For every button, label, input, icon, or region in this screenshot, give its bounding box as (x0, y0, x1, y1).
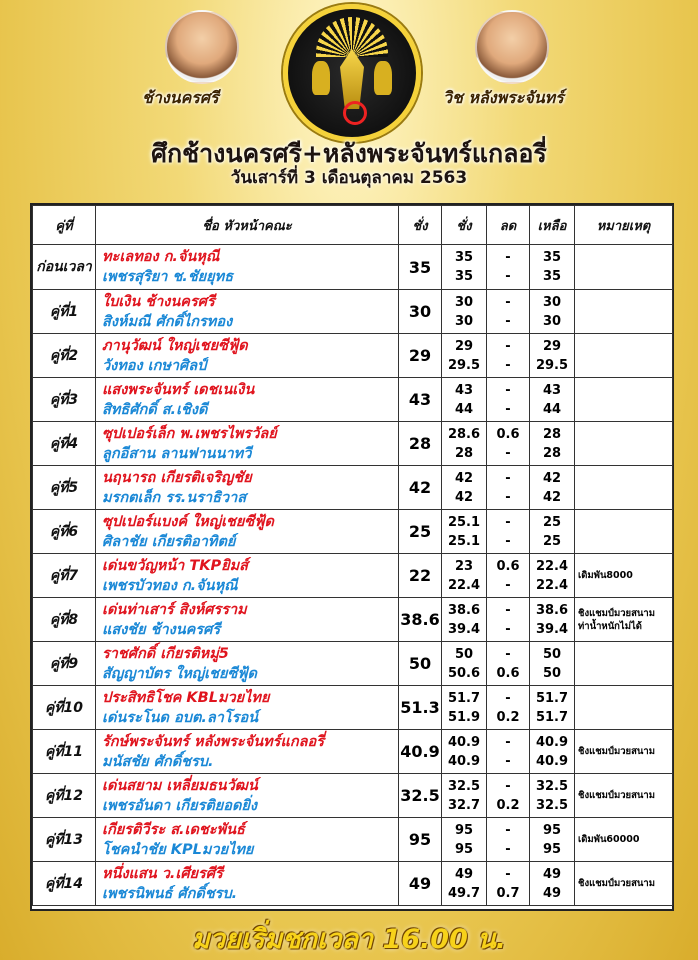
remain-blue: 32.5 (535, 797, 569, 813)
remain-red: 51.7 (535, 690, 569, 706)
remain-red: 28 (542, 426, 562, 442)
col-weighed: ชั่ง (442, 206, 487, 245)
note-cell: เดิมพัน8000 (575, 554, 673, 598)
remain-red: 95 (542, 822, 562, 838)
red-corner-fighter: ภานุวัฒน์ ใหญ่เชยซีฟู้ด (102, 337, 248, 354)
remain-cell (530, 466, 575, 510)
table-row (33, 510, 673, 554)
blue-corner-fighter: เพชรอันดา เกียรติยอดยิ่ง (102, 797, 258, 814)
fight-card-board (30, 203, 674, 911)
event-title: ศึกช้างนครศรี+หลังพระจันทร์แกลอรี่ (151, 139, 547, 168)
pair-label: คู่ที่1 (33, 290, 96, 334)
reduce-red: - (505, 602, 511, 618)
fighters-cell (96, 818, 399, 862)
weighed-blue: 42 (454, 489, 474, 505)
blue-corner-fighter: มรกตเล็ก รร.นราธิวาส (102, 489, 247, 506)
blue-corner-fighter: ลูกอีสาน ลานฟานนาทวี (102, 445, 252, 462)
agreed-weight: 43 (399, 378, 442, 422)
remain-cell (530, 774, 575, 818)
table-row (33, 818, 673, 862)
reduce-red: - (505, 866, 511, 882)
agreed-weight: 50 (399, 642, 442, 686)
remain-red: 35 (542, 250, 562, 265)
red-corner-fighter: ซุปเปอร์แบงค์ ใหญ่เชยซีฟู้ด (102, 513, 274, 530)
reduce-cell (487, 774, 530, 818)
remain-blue: 22.4 (535, 577, 569, 593)
fighters-cell (96, 730, 399, 774)
agreed-weight: 28 (399, 422, 442, 466)
remain-cell (530, 378, 575, 422)
weighed-red: 40.9 (447, 734, 481, 750)
weighed-blue: 22.4 (447, 577, 481, 593)
reduce-cell (487, 686, 530, 730)
agreed-weight: 35 (399, 245, 442, 290)
agreed-weight: 30 (399, 290, 442, 334)
red-corner-fighter: ประสิทธิโชค KBLมวยไทย (102, 689, 270, 706)
remain-red: 43 (542, 382, 562, 398)
reduce-blue: 0.7 (496, 885, 520, 901)
note-cell: ชิงแชมป์มวยสนาม (575, 730, 673, 774)
table-row (33, 686, 673, 730)
reduce-cell (487, 466, 530, 510)
weighed-red: 43 (454, 382, 474, 398)
weighed-cell (442, 378, 487, 422)
blue-corner-fighter: เพชรสุริยา ช.ชัยยุทธ (102, 269, 234, 285)
reduce-blue: - (505, 533, 511, 549)
right-person-name: วิช หลังพระจันทร์ (443, 88, 564, 107)
start-time-banner: มวยเริ่มชกเวลา 16.00 น. (192, 924, 506, 955)
weighed-red: 32.5 (447, 778, 481, 794)
fighters-cell (96, 554, 399, 598)
weighed-red: 23 (454, 558, 474, 574)
remain-blue: 50 (542, 665, 562, 681)
weighed-red: 49 (454, 866, 474, 882)
weighed-red: 95 (454, 822, 474, 838)
weighed-blue: 25.1 (447, 533, 481, 549)
weighed-blue: 95 (454, 841, 474, 857)
weighed-red: 38.6 (447, 602, 481, 618)
note-cell (575, 422, 673, 466)
fighters-cell (96, 598, 399, 642)
reduce-red: 0.6 (496, 426, 520, 442)
remain-blue: 35 (542, 269, 562, 284)
remain-red: 29 (542, 338, 562, 354)
weighed-red: 30 (454, 294, 474, 310)
weighed-cell (442, 730, 487, 774)
fighters-cell (96, 642, 399, 686)
remain-red: 25 (542, 514, 562, 530)
weighed-blue: 29.5 (447, 357, 481, 373)
blue-corner-fighter: โชคนำชัย KPLมวยไทย (102, 841, 254, 858)
blue-corner-fighter: สิทธิศักดิ์ ส.เชิงดี (102, 401, 208, 418)
weighed-cell (442, 554, 487, 598)
remain-cell (530, 730, 575, 774)
fighters-cell (96, 510, 399, 554)
fight-card-table (32, 205, 673, 906)
fight-rows (33, 245, 673, 906)
stadium-logo (283, 4, 421, 142)
reduce-red: 0.6 (496, 558, 520, 574)
reduce-blue: - (505, 577, 511, 593)
weighed-cell (442, 290, 487, 334)
reduce-cell (487, 642, 530, 686)
weighed-red: 50 (454, 646, 474, 662)
remain-red: 38.6 (535, 602, 569, 618)
agreed-weight: 42 (399, 466, 442, 510)
reduce-red: - (505, 690, 511, 706)
reduce-blue: - (505, 445, 511, 461)
col-weight: ชั่ง (399, 206, 442, 245)
remain-cell (530, 598, 575, 642)
reduce-blue: - (505, 621, 511, 637)
fighters-cell (96, 245, 399, 290)
remain-cell (530, 818, 575, 862)
left-person-name: ช้างนครศรี (142, 88, 219, 107)
red-corner-fighter: เกียรติวีระ ส.เดชะพันธ์ (102, 821, 245, 838)
reduce-red: - (505, 382, 511, 398)
remain-red: 42 (542, 470, 562, 486)
red-corner-fighter: เด่นขวัญหน้า TKPยิมส์ (102, 557, 249, 574)
reduce-cell (487, 290, 530, 334)
reduce-red: - (505, 646, 511, 662)
reduce-blue: - (505, 269, 511, 284)
table-row (33, 554, 673, 598)
logo-crown-icon (340, 49, 364, 109)
weighed-cell (442, 774, 487, 818)
agreed-weight: 25 (399, 510, 442, 554)
fighters-cell (96, 334, 399, 378)
remain-blue: 95 (542, 841, 562, 857)
fighters-cell (96, 422, 399, 466)
weighed-cell (442, 334, 487, 378)
note-cell (575, 334, 673, 378)
logo-fighter-right-icon (374, 61, 392, 95)
agreed-weight: 29 (399, 334, 442, 378)
blue-corner-fighter: สัญญาบัตร ใหญ่เชยซีฟู้ด (102, 665, 257, 682)
remain-cell (530, 334, 575, 378)
pair-label: คู่ที่2 (33, 334, 96, 378)
table-row (33, 422, 673, 466)
reduce-blue: - (505, 841, 511, 857)
table-row (33, 290, 673, 334)
fighters-cell (96, 686, 399, 730)
remain-cell (530, 245, 575, 290)
reduce-cell (487, 818, 530, 862)
weighed-cell (442, 642, 487, 686)
fighters-cell (96, 466, 399, 510)
pair-label: คู่ที่4 (33, 422, 96, 466)
left-person-photo (165, 10, 239, 84)
red-corner-fighter: ราชศักดิ์ เกียรติหมู่5 (102, 645, 229, 662)
reduce-red: - (505, 338, 511, 354)
weighed-red: 25.1 (447, 514, 481, 530)
pair-label: คู่ที่3 (33, 378, 96, 422)
reduce-cell (487, 510, 530, 554)
pair-label: คู่ที่7 (33, 554, 96, 598)
blue-corner-fighter: มนัสชัย ศักดิ์ชรบ. (102, 753, 214, 770)
weighed-cell (442, 245, 487, 290)
weighed-blue: 44 (454, 401, 474, 417)
pair-label: คู่ที่6 (33, 510, 96, 554)
red-corner-fighter: รักษ์พระจันทร์ หลังพระจันทร์แกลอรี่ (102, 733, 324, 750)
remain-blue: 25 (542, 533, 562, 549)
remain-cell (530, 862, 575, 906)
reduce-red: - (505, 250, 511, 265)
reduce-cell (487, 378, 530, 422)
col-remain: เหลือ (530, 206, 575, 245)
pair-label: คู่ที่11 (33, 730, 96, 774)
remain-red: 49 (542, 866, 562, 882)
weighed-blue: 32.7 (447, 797, 481, 813)
remain-blue: 44 (542, 401, 562, 417)
pair-label: คู่ที่9 (33, 642, 96, 686)
weighed-blue: 30 (454, 313, 474, 329)
note-cell: ชิงแชมป์มวยสนาม (575, 862, 673, 906)
weighed-cell (442, 510, 487, 554)
pair-label: คู่ที่14 (33, 862, 96, 906)
remain-cell (530, 510, 575, 554)
table-row (33, 466, 673, 510)
blue-corner-fighter: เพชรนิพนธ์ ศักดิ์ชรบ. (102, 885, 238, 902)
red-corner-fighter: หนึ่งแสน ว.เศียรศีรี (102, 865, 223, 882)
weighed-blue: 35 (454, 269, 474, 284)
reduce-cell (487, 730, 530, 774)
weighed-blue: 50.6 (447, 665, 481, 681)
agreed-weight: 95 (399, 818, 442, 862)
note-cell (575, 245, 673, 290)
red-corner-fighter: แสงพระจันทร์ เดชเนเงิน (102, 381, 255, 398)
weighed-red: 42 (454, 470, 474, 486)
reduce-red: - (505, 778, 511, 794)
blue-corner-fighter: วังทอง เกษาศิลป์ (102, 357, 207, 374)
weighed-cell (442, 686, 487, 730)
note-cell: ชิงแชมป์มวยสนาม ท่าน้ำหนักไม่ได้ (575, 598, 673, 642)
pair-label: คู่ที่10 (33, 686, 96, 730)
note-cell (575, 378, 673, 422)
weighed-red: 28.6 (447, 426, 481, 442)
reduce-cell (487, 862, 530, 906)
reduce-red: - (505, 514, 511, 530)
remain-red: 32.5 (535, 778, 569, 794)
table-row (33, 642, 673, 686)
table-header-row (33, 206, 673, 245)
pair-label: คู่ที่12 (33, 774, 96, 818)
reduce-cell (487, 598, 530, 642)
table-row (33, 245, 673, 290)
weighed-cell (442, 466, 487, 510)
note-cell: ชิงแชมป์มวยสนาม (575, 774, 673, 818)
remain-blue: 30 (542, 313, 562, 329)
note-cell: เดิมพัน60000 (575, 818, 673, 862)
note-cell (575, 290, 673, 334)
remain-cell (530, 642, 575, 686)
red-corner-fighter: เด่นท่าเสาร์ สิงห์ศรราม (102, 601, 247, 618)
weighed-cell (442, 422, 487, 466)
fighters-cell (96, 862, 399, 906)
reduce-red: - (505, 470, 511, 486)
pair-label: คู่ที่13 (33, 818, 96, 862)
agreed-weight: 38.6 (399, 598, 442, 642)
remain-red: 50 (542, 646, 562, 662)
remain-blue: 29.5 (535, 357, 569, 373)
note-cell (575, 642, 673, 686)
table-row (33, 862, 673, 906)
weighed-red: 35 (454, 250, 474, 265)
pair-label: คู่ที่8 (33, 598, 96, 642)
remain-cell (530, 422, 575, 466)
remain-blue: 49 (542, 885, 562, 901)
reduce-red: - (505, 294, 511, 310)
red-corner-fighter: ทะเลทอง ก.จันหุณี (102, 249, 220, 265)
remain-blue: 51.7 (535, 709, 569, 725)
remain-blue: 39.4 (535, 621, 569, 637)
fighters-cell (96, 290, 399, 334)
weighed-blue: 39.4 (447, 621, 481, 637)
weighed-red: 51.7 (447, 690, 481, 706)
col-reduce: ลด (487, 206, 530, 245)
reduce-blue: 0.6 (496, 665, 520, 681)
blue-corner-fighter: สิงห์มณี ศักดิ์ไกรทอง (102, 313, 233, 330)
weighed-cell (442, 818, 487, 862)
blue-corner-fighter: เพชรบัวทอง ก.จันหุณี (102, 577, 238, 594)
note-cell (575, 686, 673, 730)
reduce-red: - (505, 734, 511, 750)
remain-red: 22.4 (535, 558, 569, 574)
remain-cell (530, 554, 575, 598)
table-row (33, 598, 673, 642)
right-person-photo (475, 10, 549, 84)
note-cell (575, 466, 673, 510)
reduce-blue: 0.2 (496, 797, 520, 813)
blue-corner-fighter: เด่นระโนด อบต.ลาโรอน์ (102, 709, 259, 726)
reduce-cell (487, 422, 530, 466)
pair-label: คู่ที่5 (33, 466, 96, 510)
red-corner-fighter: ซุปเปอร์เล็ก พ.เพชรไพรวัลย์ (102, 425, 277, 442)
weighed-blue: 40.9 (447, 753, 481, 769)
logo-hook-icon (343, 101, 367, 125)
header (0, 0, 698, 195)
fighters-cell (96, 378, 399, 422)
weighed-cell (442, 862, 487, 906)
reduce-blue: - (505, 313, 511, 329)
weighed-blue: 51.9 (447, 709, 481, 725)
weighed-cell (442, 598, 487, 642)
note-cell (575, 510, 673, 554)
remain-cell (530, 290, 575, 334)
reduce-cell (487, 245, 530, 290)
red-corner-fighter: เด่นสยาม เหลี่ยมธนวัฒน์ (102, 777, 258, 794)
fighters-cell (96, 774, 399, 818)
reduce-blue: - (505, 489, 511, 505)
remain-blue: 28 (542, 445, 562, 461)
reduce-blue: - (505, 357, 511, 373)
remain-red: 30 (542, 294, 562, 310)
col-pair: คู่ที่ (33, 206, 96, 245)
pair-label: ก่อนเวลา (33, 245, 96, 290)
agreed-weight: 40.9 (399, 730, 442, 774)
weighed-red: 29 (454, 338, 474, 354)
red-corner-fighter: ใบเงิน ช้างนครศรี (102, 293, 215, 310)
table-row (33, 378, 673, 422)
agreed-weight: 32.5 (399, 774, 442, 818)
logo-fighter-left-icon (312, 61, 330, 95)
blue-corner-fighter: แสงชัย ช้างนครศรี (102, 621, 221, 638)
reduce-cell (487, 334, 530, 378)
table-row (33, 774, 673, 818)
reduce-blue: 0.2 (496, 709, 520, 725)
remain-red: 40.9 (535, 734, 569, 750)
weighed-blue: 28 (454, 445, 474, 461)
weighed-blue: 49.7 (447, 885, 481, 901)
remain-cell (530, 686, 575, 730)
reduce-blue: - (505, 753, 511, 769)
col-note: หมายเหตุ (575, 206, 673, 245)
event-date: วันเสาร์ที่ 3 เดือนตุลาคม 2563 (230, 168, 468, 188)
reduce-red: - (505, 822, 511, 838)
remain-blue: 42 (542, 489, 562, 505)
agreed-weight: 22 (399, 554, 442, 598)
table-row (33, 334, 673, 378)
col-names: ชื่อ หัวหน้าคณะ (96, 206, 399, 245)
red-corner-fighter: นฤนารถ เกียรติเจริญชัย (102, 469, 252, 486)
agreed-weight: 51.3 (399, 686, 442, 730)
reduce-blue: - (505, 401, 511, 417)
agreed-weight: 49 (399, 862, 442, 906)
blue-corner-fighter: ศิลาชัย เกียรติอาทิตย์ (102, 533, 236, 550)
remain-blue: 40.9 (535, 753, 569, 769)
table-row (33, 730, 673, 774)
reduce-cell (487, 554, 530, 598)
